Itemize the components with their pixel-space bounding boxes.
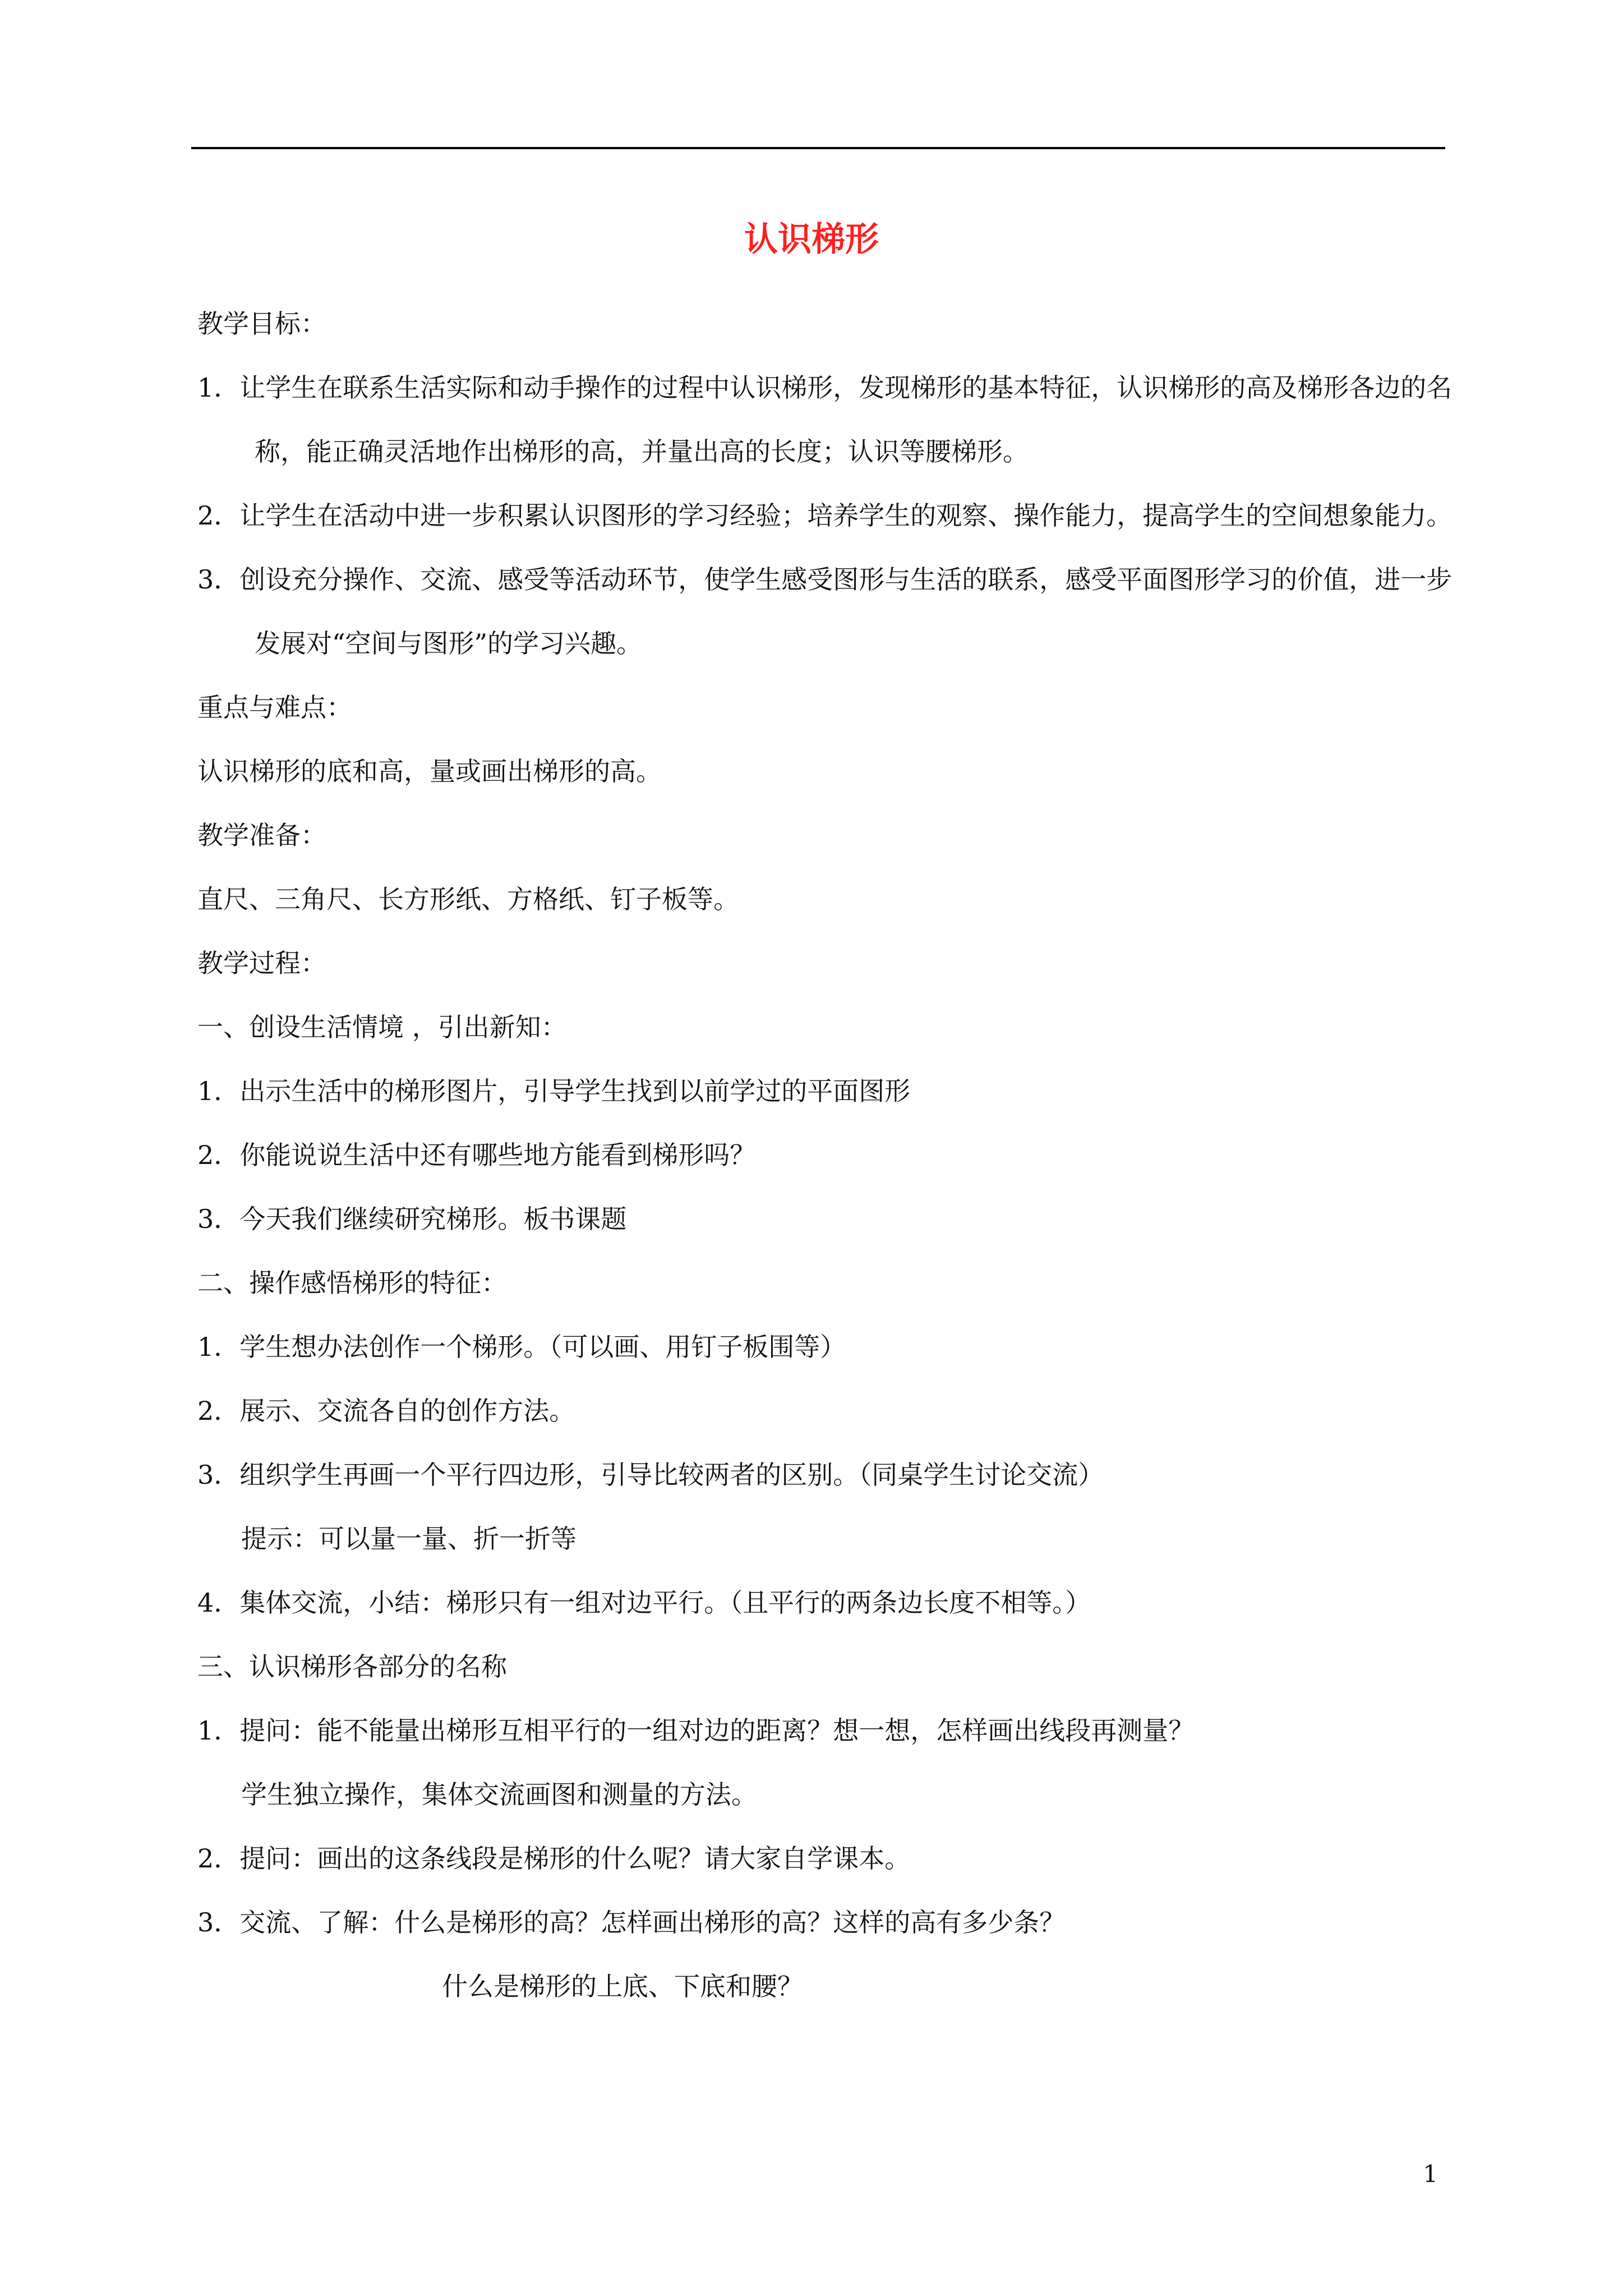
page-number: 1 — [1423, 2160, 1438, 2188]
part1-item-3: 3．今天我们继续研究梯形。板书课题 — [197, 1204, 627, 1234]
key-points-heading: 重点与难点： — [197, 692, 352, 723]
part1-heading: 一、创设生活情境 ，引出新知： — [197, 1012, 567, 1042]
part3-item-3-followup: 什么是梯形的上底、下底和腰？ — [442, 1971, 803, 2001]
key-points-text: 认识梯形的底和高，量或画出梯形的高。 — [197, 756, 662, 786]
goal-item-3: 3．创设充分操作、交流、感受等活动环节，使学生感受图形与生活的联系，感受平面图形学习的价值，进一步发展对“空间与图形”的学习兴趣。 — [197, 564, 1453, 659]
part3-item-2: 2．提问：画出的这条线段是梯形的什么呢？请大家自学课本。 — [197, 1843, 911, 1874]
part2-item-3-hint: 提示：可以量一量、折一折等 — [241, 1524, 577, 1554]
part3-item-1-note: 学生独立操作，集体交流画图和测量的方法。 — [241, 1779, 757, 1810]
part3-item-1: 1．提问：能不能量出梯形互相平行的一组对边的距离？想一想，怎样画出线段再测量？ — [197, 1715, 1195, 1746]
document-body — [197, 292, 1454, 2018]
part2-item-1: 1．学生想办法创作一个梯形。（可以画、用钉子板围等） — [197, 1332, 846, 1362]
preparation-text: 直尺、三角尺、长方形纸、方格纸、钉子板等。 — [197, 884, 739, 914]
goal-item-2: 2．让学生在活动中进一步积累认识图形的学习经验；培养学生的观察、操作能力，提高学生的空间想象能力。 — [197, 500, 1453, 531]
part2-item-2: 2．展示、交流各自的创作方法。 — [197, 1396, 575, 1426]
part2-item-3: 3．组织学生再画一个平行四边形，引导比较两者的区别。（同桌学生讨论交流） — [197, 1460, 1104, 1490]
document-title: 认识梯形 — [744, 220, 879, 259]
part2-item-4: 4．集体交流，小结：梯形只有一组对边平行。（且平行的两条边长度不相等。） — [197, 1588, 1091, 1618]
process-heading: 教学过程： — [197, 948, 326, 978]
preparation-heading: 教学准备： — [197, 820, 326, 850]
goal-item-1: 1．让学生在联系生活实际和动手操作的过程中认识梯形，发现梯形的基本特征，认识梯形的高及梯形各边的名称，能正确灵活地作出梯形的高，并量出高的长度；认识等腰梯形。 — [197, 372, 1453, 467]
part2-heading: 二、操作感悟梯形的特征： — [197, 1268, 507, 1298]
part3-heading: 三、认识梯形各部分的名称 — [197, 1651, 507, 1682]
goals-heading: 教学目标： — [197, 309, 326, 339]
part1-item-1: 1．出示生活中的梯形图片，引导学生找到以前学过的平面图形 — [197, 1076, 911, 1106]
header-rule — [191, 147, 1445, 149]
part1-item-2: 2．你能说说生活中还有哪些地方能看到梯形吗？ — [197, 1140, 756, 1170]
part3-item-3: 3．交流、了解：什么是梯形的高？怎样画出梯形的高？这样的高有多少条？ — [197, 1907, 1066, 1938]
